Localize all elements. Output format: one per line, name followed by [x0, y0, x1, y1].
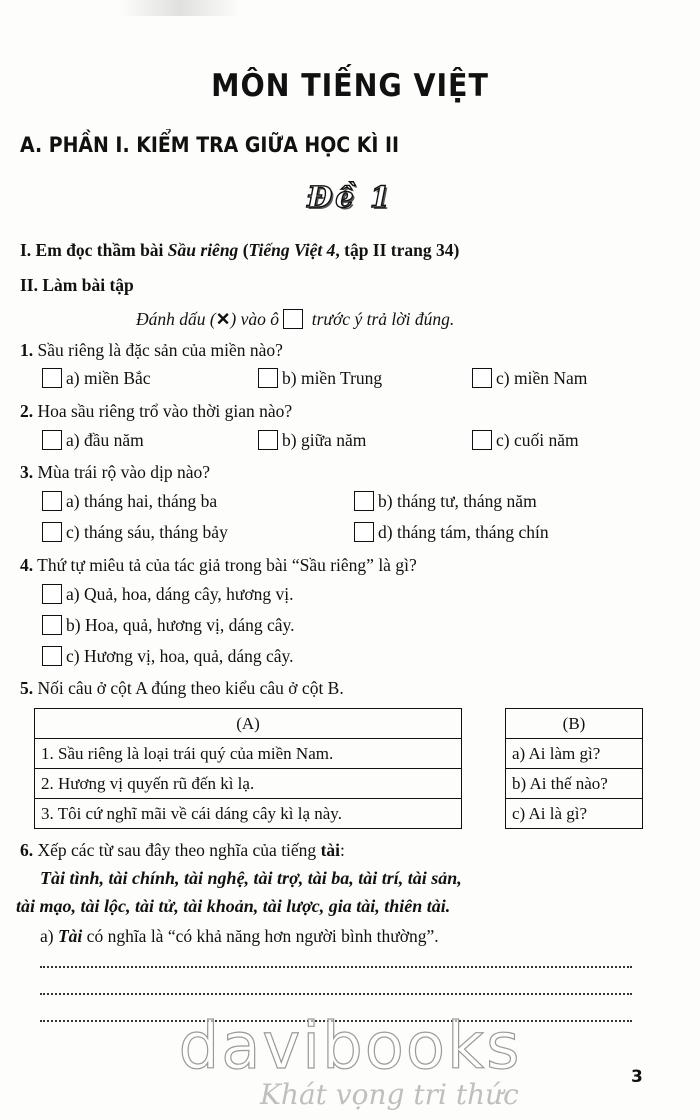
sample-checkbox	[283, 309, 303, 329]
checkbox[interactable]	[258, 368, 278, 388]
page-number: 3	[631, 1067, 643, 1087]
checkbox[interactable]	[42, 368, 62, 388]
column-b-table	[505, 708, 643, 829]
word-list-line-2: tài mạo, tài lộc, tài tử, tài khoản, tài lược, gia tài, thiên tài.	[16, 896, 451, 916]
checkbox[interactable]	[354, 522, 374, 542]
column-b-row[interactable]: c) Ai là gì?	[506, 799, 643, 829]
word-list-line-1: Tài tình, tài chính, tài nghệ, tài trợ, tài ba, tài trí, tài sản,	[40, 868, 462, 888]
question-4: 4. Thứ tự miêu tả của tác giả trong bài “Sầu riêng” là gì?	[20, 555, 417, 575]
q3-option-b[interactable]: b) tháng tư, tháng năm	[354, 491, 537, 512]
top-decoration	[120, 0, 240, 16]
column-b-row[interactable]: a) Ai làm gì?	[506, 739, 643, 769]
checkbox[interactable]	[42, 491, 62, 511]
checkbox[interactable]	[42, 615, 62, 635]
q4-option-c[interactable]: c) Hương vị, hoa, quả, dáng cây.	[42, 646, 294, 667]
watermark-tagline: Khát vọng tri thức	[260, 1078, 519, 1111]
q2-option-a[interactable]: a) đầu năm	[42, 430, 144, 451]
column-b-header: (B)	[506, 709, 643, 739]
checkbox[interactable]	[42, 646, 62, 666]
section-2: II. Làm bài tập	[20, 275, 134, 295]
checkbox[interactable]	[42, 584, 62, 604]
checkbox[interactable]	[258, 430, 278, 450]
q4-option-a[interactable]: a) Quả, hoa, dáng cây, hương vị.	[42, 584, 294, 605]
section-1: I. Em đọc thầm bài Sầu riêng (Tiếng Việt 4, tập II trang 34)	[20, 240, 460, 260]
q4-option-b[interactable]: b) Hoa, quả, hương vị, dáng cây.	[42, 615, 295, 636]
exam-number: Đề 1	[306, 180, 394, 214]
column-a-header: (A)	[35, 709, 462, 739]
checkbox[interactable]	[42, 522, 62, 542]
instruction: Đánh dấu (✕) vào ô trước ý trả lời đúng.	[136, 309, 455, 329]
q2-option-c[interactable]: c) cuối năm	[472, 430, 579, 451]
q1-option-b[interactable]: b) miền Trung	[258, 368, 382, 389]
q1-option-a[interactable]: a) miền Bắc	[42, 368, 151, 389]
checkbox[interactable]	[354, 491, 374, 511]
q3-option-c[interactable]: c) tháng sáu, tháng bảy	[42, 522, 228, 543]
checkbox[interactable]	[472, 368, 492, 388]
checkbox[interactable]	[472, 430, 492, 450]
answer-line[interactable]	[40, 966, 632, 968]
q2-option-b[interactable]: b) giữa năm	[258, 430, 366, 451]
column-a-row[interactable]: 1. Sầu riêng là loại trái quý của miền Nam.	[35, 739, 462, 769]
question-3: 3. Mùa trái rộ vào dịp nào?	[20, 462, 211, 482]
q3-option-d[interactable]: d) tháng tám, tháng chín	[354, 522, 549, 543]
question-6: 6. Xếp các từ sau đây theo nghĩa của tiếng tài:	[20, 840, 345, 860]
question-1: 1. Sầu riêng là đặc sản của miền nào?	[20, 340, 283, 360]
cross-mark: ✕	[215, 309, 231, 329]
answer-line[interactable]	[40, 993, 632, 995]
part-heading: A. PHẦN I. KIỂM TRA GIỮA HỌC KÌ II	[20, 133, 400, 157]
column-a-row[interactable]: 2. Hương vị quyến rũ đến kì lạ.	[35, 769, 462, 799]
q1-option-c[interactable]: c) miền Nam	[472, 368, 587, 389]
column-a-row[interactable]: 3. Tôi cứ nghĩ mãi về cái dáng cây kì lạ này.	[35, 799, 462, 829]
question-5: 5. Nối câu ở cột A đúng theo kiểu câu ở cột B.	[20, 678, 344, 698]
checkbox[interactable]	[42, 430, 62, 450]
column-a-table	[34, 708, 462, 829]
q3-option-a[interactable]: a) tháng hai, tháng ba	[42, 491, 217, 512]
question-2: 2. Hoa sầu riêng trổ vào thời gian nào?	[20, 401, 293, 421]
column-b-row[interactable]: b) Ai thế nào?	[506, 769, 643, 799]
page-title: MÔN TIẾNG VIỆT	[211, 68, 489, 104]
q6-subquestion-a: a) Tài có nghĩa là “có khả năng hơn người bình thường”.	[40, 926, 439, 946]
watermark: davibooks	[178, 1010, 522, 1084]
